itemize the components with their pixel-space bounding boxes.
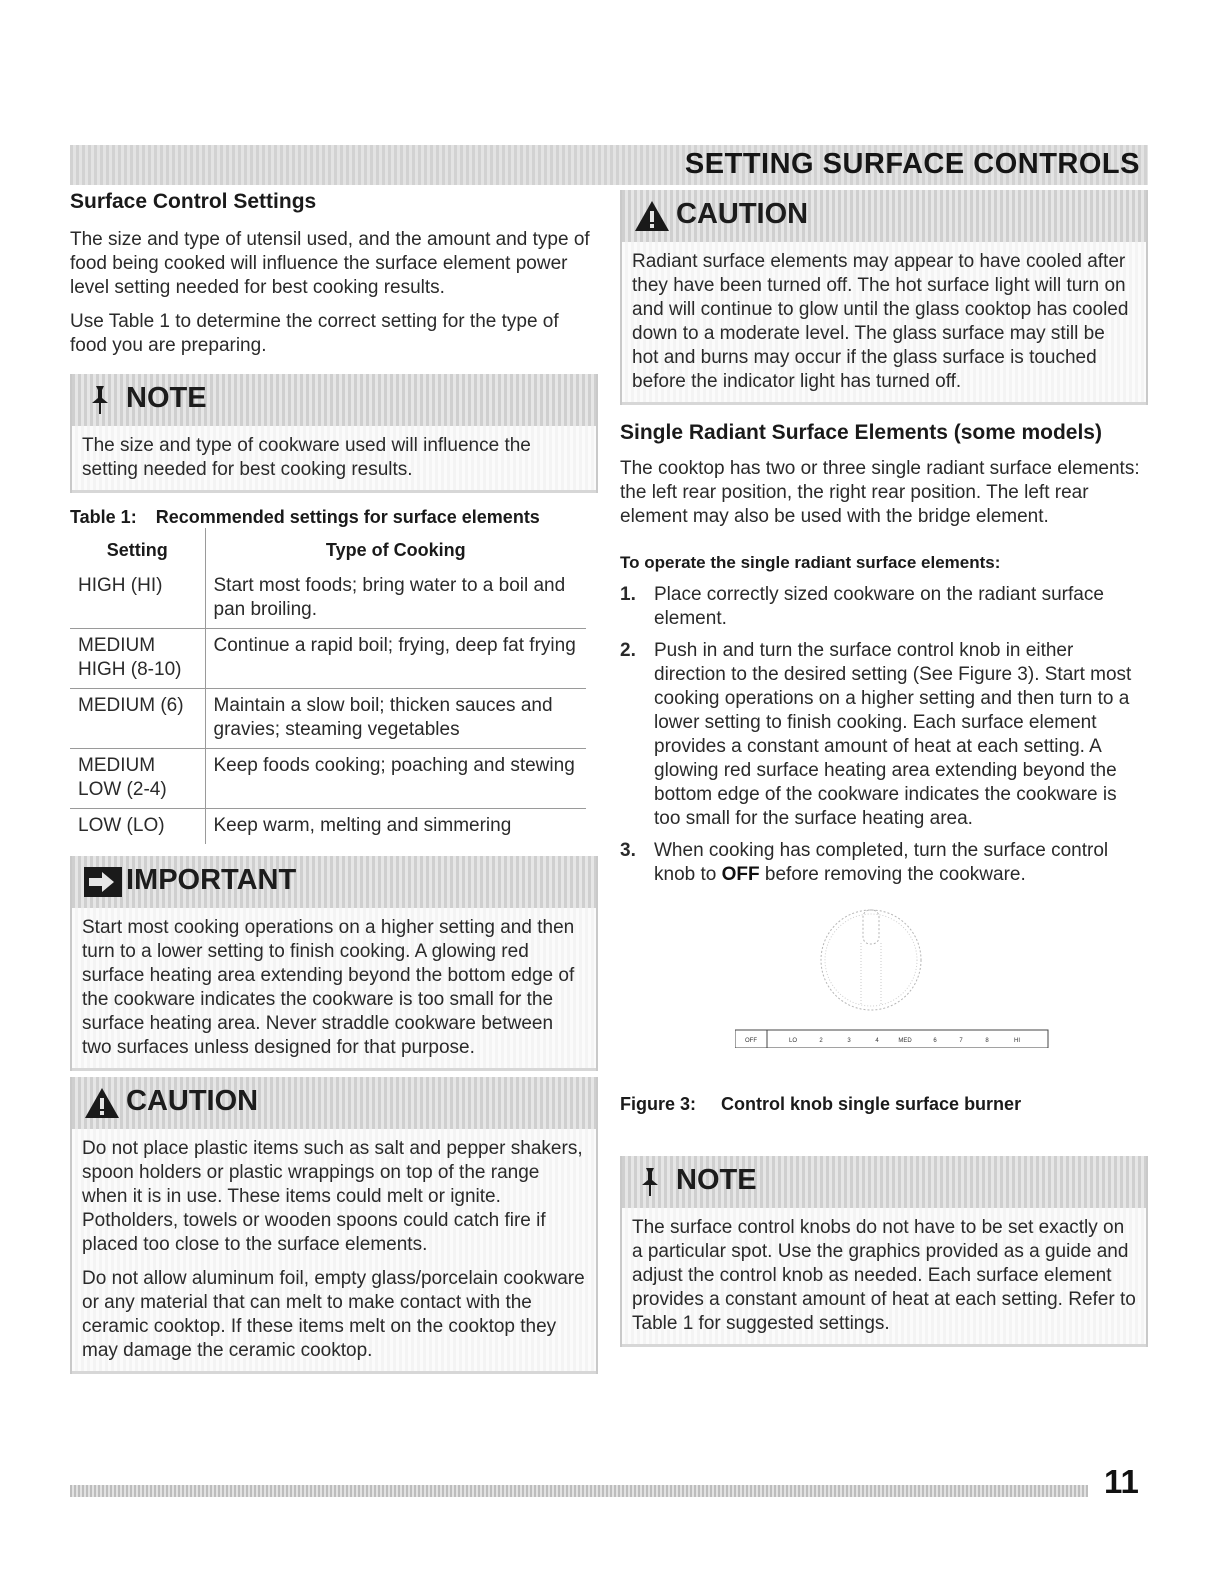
knob-scale-label: MED: [898, 1038, 912, 1044]
step-number: 2.: [620, 640, 636, 661]
table-reference-paragraph: Use Table 1 to determine the correct setting for the type of food you are preparing.: [70, 311, 559, 356]
knob-scale-label: OFF: [745, 1038, 757, 1044]
section-header-band: [70, 145, 1148, 185]
knob-scale-label: 2: [819, 1038, 823, 1044]
control-knob-illustration: [735, 898, 1050, 1048]
important-text: Start most cooking operations on a higher setting and then turn to a lower setting to finish cooking. A glowing red surface heating area extending beyond the bottom edge of the cookware indicates the cookware is too small for the surface heating area. Never straddle cookware between two surfaces unless designed for that purpose.: [82, 917, 575, 1058]
footer-rule: [70, 1485, 1088, 1497]
setting-cell: MEDIUM LOW (2-4): [70, 749, 205, 809]
note-label: NOTE: [126, 382, 207, 414]
caution-body: [72, 1129, 596, 1374]
operate-subheading: To operate the single radiant surface elements:: [620, 553, 1001, 572]
cooking-type-cell: Continue a rapid boil; frying, deep fat frying: [205, 629, 586, 689]
caution-text: Radiant surface elements may appear to have cooled after they have been turned off. The hot surface light will turn on and will continue to glow until the glass cooktop has cooled down to a moderate level. The glass surface may still be hot and burns may occur if the glass surface is touched before the indicator light has turned off.: [632, 251, 1129, 392]
table-caption-label: Table 1:: [70, 507, 137, 527]
setting-cell: MEDIUM (6): [70, 689, 205, 749]
important-callout: [70, 856, 598, 1071]
right-column: [620, 190, 1148, 895]
note-callout: [70, 374, 598, 493]
step-number: 1.: [620, 584, 636, 605]
figure-caption-text: Control knob single surface burner: [721, 1094, 1022, 1114]
column-header-setting: Setting: [70, 528, 205, 569]
knob-scale-label: 3: [847, 1038, 851, 1044]
table-row: [70, 749, 586, 809]
setting-cell: HIGH (HI): [70, 569, 205, 629]
caution-header: [622, 190, 1146, 242]
cooking-type-cell: Start most foods; bring water to a boil and pan broiling.: [213, 575, 566, 620]
note-callout-right: [620, 1156, 1148, 1347]
caution-label: CAUTION: [126, 1085, 259, 1117]
knob-scale-label: LO: [788, 1038, 798, 1044]
single-radiant-paragraph: The cooktop has two or three single radiant surface elements: the left rear position, the right rear position. The left rear element may also be used with the bridge element.: [620, 458, 1140, 527]
note-header: [72, 374, 596, 426]
setting-cell: LOW (LO): [70, 809, 205, 845]
table-caption: [70, 507, 598, 528]
intro-paragraph: The size and type of utensil used, and the amount and type of food being cooked will influence the surface element power level setting needed for best cooking results.: [70, 229, 590, 298]
table-row: [70, 689, 586, 749]
knob-scale-label: 6: [933, 1038, 937, 1044]
left-column: [70, 190, 598, 1374]
step-text: Place correctly sized cookware on the radiant surface element.: [654, 584, 1104, 629]
table-caption-text: Recommended settings for surface elements: [155, 507, 540, 527]
step-text-part: When cooking has completed, turn the surface control knob to: [654, 840, 1109, 885]
step-number: 3.: [620, 840, 636, 861]
caution-text-1: Do not place plastic items such as salt and pepper shakers, spoon holders or plastic wrappings on top of the range when it is in use. These items could melt or ignite. Potholders, towels or wooden spoons could catch fire if placed too close to the surface elements.: [82, 1138, 583, 1255]
note-label: NOTE: [676, 1164, 757, 1196]
note-text: The surface control knobs do not have to be set exactly on a particular spot. Use the graphics provided as a guide and adjust the control knob as needed. Each surface element provides a constant amount of heat at each setting. Refer to Table 1 for suggested settings.: [632, 1217, 1136, 1334]
table-header-row: [70, 528, 586, 569]
knob-scale-label: 4: [875, 1038, 879, 1044]
caution-text-2: Do not allow aluminum foil, empty glass/porcelain cookware or any material that can melt to make contact with the ceramic cooktop. If these items melt on the cooktop they may damage the ceramic cooktop.: [82, 1268, 585, 1361]
important-label: IMPORTANT: [126, 864, 297, 896]
control-knob-figure: [735, 898, 1050, 1048]
note-text: The size and type of cookware used will influence the setting needed for best cooking results.: [82, 435, 531, 480]
table-row: [70, 809, 586, 845]
note-body: [622, 1208, 1146, 1347]
knob-scale-label: 7: [959, 1038, 963, 1044]
important-header: [72, 856, 596, 908]
cooking-type-cell: Maintain a slow boil; thicken sauces and gravies; steaming vegetables: [205, 689, 586, 749]
heading-surface-control-settings: Surface Control Settings: [70, 190, 317, 213]
step-text-part: before removing the cookware.: [759, 864, 1026, 885]
cooking-type-cell: Keep foods cooking; poaching and stewing: [205, 749, 586, 809]
note-header: [622, 1156, 1146, 1208]
caution-callout-right: [620, 190, 1148, 405]
note-body: [72, 426, 596, 493]
operation-steps: [620, 583, 1148, 887]
section-title: SETTING SURFACE CONTROLS: [684, 148, 1140, 180]
caution-body: [622, 242, 1146, 405]
pushpin-icon: [86, 384, 114, 416]
off-keyword: OFF: [721, 864, 760, 885]
caution-header: [72, 1077, 596, 1129]
setting-cell: MEDIUM HIGH (8-10): [70, 629, 205, 689]
step-text: [654, 840, 1108, 885]
caution-label: CAUTION: [676, 198, 809, 230]
pushpin-icon: [636, 1166, 664, 1198]
table-row: [70, 569, 586, 629]
column-header-type: Type of Cooking: [325, 540, 466, 560]
table-row: [70, 629, 586, 689]
cooking-type-cell: Keep warm, melting and simmering: [205, 809, 586, 845]
caution-callout-left: [70, 1077, 598, 1374]
step-text: Push in and turn the surface control knob in either direction to the desired setting (See Figure 3). Start most cooking operations on a higher setting and then turn to a lower setting to finish cooking. Each surface element provides a constant amount of heat at each setting. A glowing red surface heating area extending beyond the bottom edge of the cookware indicates the cookware is too small for the surface heating area.: [654, 640, 1132, 829]
warning-triangle-icon: [84, 1087, 120, 1119]
important-body: [72, 908, 596, 1071]
figure-caption-label: Figure 3:: [620, 1094, 697, 1114]
arrow-right-icon: [84, 866, 122, 898]
step-item: [620, 639, 1148, 831]
warning-triangle-icon: [634, 200, 670, 232]
knob-scale-label: 8: [985, 1038, 989, 1044]
heading-single-radiant: Single Radiant Surface Elements (some models): [620, 421, 1102, 444]
settings-table: [70, 528, 586, 844]
step-item: [620, 839, 1148, 887]
knob-scale-label: HI: [1014, 1038, 1020, 1044]
page-number: 11: [1104, 1463, 1139, 1500]
figure-caption: [620, 1094, 1021, 1115]
step-item: [620, 583, 1148, 631]
